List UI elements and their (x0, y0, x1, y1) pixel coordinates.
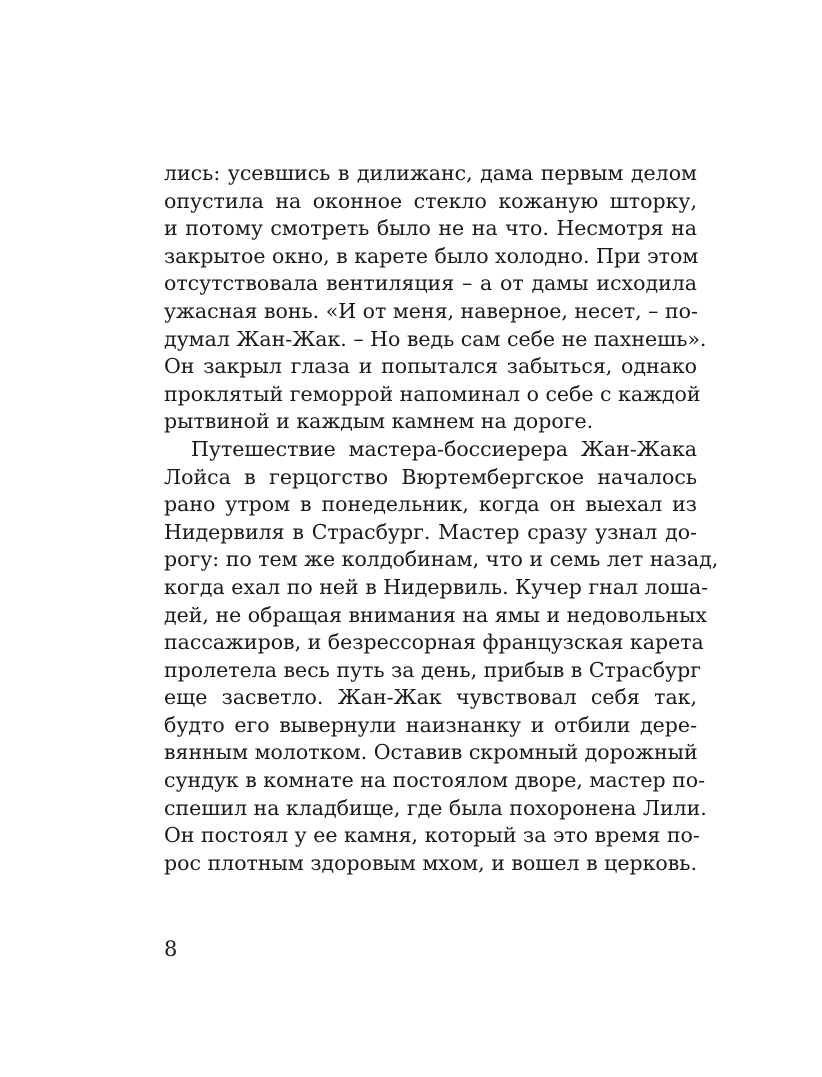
text-line: и потому смотреть было не на что. Несмотря на (164, 216, 697, 241)
text-line: сундук в комнате на постоялом дворе, мастер по- (164, 768, 706, 793)
text-line: еще засветло. Жан-Жак чувствовал себя так, (164, 685, 697, 710)
text-line: рогу: по тем же колдобинам, что и семь лет назад, (164, 547, 719, 572)
text-line: пассажиров, и безрессорная французская карета (164, 630, 704, 655)
paragraph-2 (164, 436, 719, 878)
paragraph-1 (164, 160, 707, 436)
text-line: рос плотным здоровым мхом, и вошел в церковь. (164, 850, 697, 875)
text-line: Путешествие мастера-боссиерера Жан-Жака (191, 436, 697, 461)
page-number: 8 (164, 937, 178, 961)
text-line: вянным молотком. Оставив скромный дорожный (164, 740, 698, 765)
text-line: закрытое окно, в карете было холодно. При этом (164, 243, 699, 268)
text-line: Он закрыл глаза и попытался забыться, однако (164, 354, 697, 379)
text-line: спешил на кладбище, где была похоронена Лили. (164, 795, 707, 820)
text-line: думал Жан-Жак. – Но ведь сам себе не пахнешь». (164, 326, 707, 351)
text-line: рано утром в понедельник, когда он выехал из (164, 492, 697, 517)
text-line: проклятый геморрой напоминал о себе с каждой (164, 381, 701, 406)
body-text (164, 160, 719, 877)
text-line: лись: усевшись в дилижанс, дама первым делом (164, 161, 697, 185)
text-line: Лойса в герцогство Вюртембергское началось (164, 464, 697, 489)
text-line: Нидервиля в Страсбург. Мастер сразу узнал до- (164, 519, 697, 544)
text-line: отсутствовала вентиляция – а от дамы исходила (164, 271, 697, 296)
text-line: когда ехал по ней в Нидервиль. Кучер гнал лоша- (164, 574, 709, 599)
text-line: дей, не обращая внимания на ямы и недовольных (164, 602, 707, 627)
text-line: рытвиной и каждым камнем на дороге. (164, 409, 594, 434)
text-line: пролетела весь путь за день, прибыв в Страсбург (164, 657, 701, 682)
text-line: опустила на оконное стекло кожаную шторку, (164, 188, 697, 213)
text-line: ужасная вонь. «И от меня, наверное, несет, – по- (164, 298, 698, 323)
text-line: будто его вывернули наизнанку и отбили дере- (164, 712, 697, 737)
text-line: Он постоял у ее камня, который за это время по- (164, 823, 700, 848)
